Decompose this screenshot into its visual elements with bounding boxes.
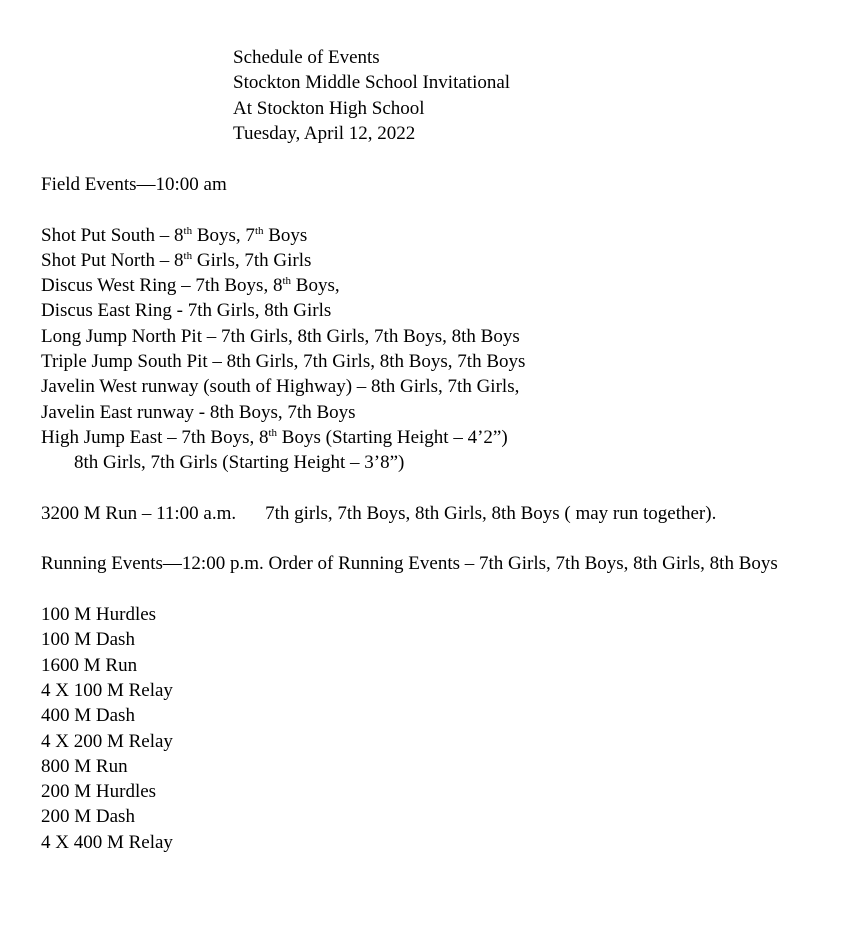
running-event-item: 4 X 100 M Relay <box>41 679 173 701</box>
field-event-long-jump: Long Jump North Pit – 7th Girls, 8th Girls, 7th Boys, 8th Boys <box>41 325 520 347</box>
header-title: Schedule of Events <box>233 47 380 68</box>
running-event-item: 800 M Run <box>41 755 128 777</box>
field-event-javelin-east: Javelin East runway - 8th Boys, 7th Boys <box>41 401 356 423</box>
field-event-shot-put-north: Shot Put North – 8th Girls, 7th Girls <box>41 249 312 271</box>
field-events-heading: Field Events—10:00 am <box>41 174 227 195</box>
field-event-shot-put-south: Shot Put South – 8th Boys, 7th Boys <box>41 224 308 246</box>
running-event-item: 1600 M Run <box>41 654 138 676</box>
run-3200-line: 3200 M Run – 11:00 a.m. 7th girls, 7th Boys, 8th Girls, 8th Boys ( may run together). <box>41 502 717 524</box>
running-events-list <box>41 602 831 855</box>
running-event-item: 100 M Dash <box>41 629 135 651</box>
header-meet-name: Stockton Middle School Invitational <box>233 72 511 94</box>
field-event-high-jump: High Jump East – 7th Boys, 8th Boys (Starting Height – 4’2”) <box>41 426 508 448</box>
running-event-item: 4 X 400 M Relay <box>41 831 173 853</box>
header-date: Tuesday, April 12, 2022 <box>233 122 416 144</box>
running-event-item: 100 M Hurdles <box>41 604 157 626</box>
field-event-discus-east: Discus East Ring - 7th Girls, 8th Girls <box>41 300 332 322</box>
field-event-javelin-west: Javelin West runway (south of Highway) – 8th Girls, 7th Girls, <box>41 376 520 398</box>
field-event-discus-west: Discus West Ring – 7th Boys, 8th Boys, <box>41 275 340 297</box>
document-header <box>233 45 510 146</box>
field-event-high-jump-girls: 8th Girls, 7th Girls (Starting Height – 3’8”) <box>74 452 405 474</box>
running-event-item: 400 M Dash <box>41 705 135 727</box>
running-event-item: 200 M Hurdles <box>41 781 157 803</box>
running-events-heading: Running Events—12:00 p.m. Order of Running Events – 7th Girls, 7th Boys, 8th Girls, 8th Boys <box>41 553 778 575</box>
document-body <box>41 172 831 855</box>
running-event-item: 4 X 200 M Relay <box>41 730 173 752</box>
field-event-triple-jump: Triple Jump South Pit – 8th Girls, 7th Girls, 8th Boys, 7th Boys <box>41 351 526 373</box>
running-event-item: 200 M Dash <box>41 806 135 828</box>
header-location: At Stockton High School <box>233 97 425 119</box>
